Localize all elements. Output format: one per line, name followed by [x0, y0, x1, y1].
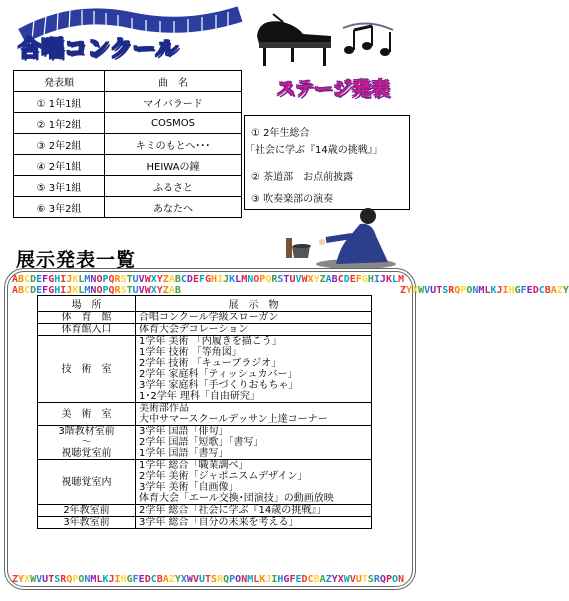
- exhibit-item: 3学年 家庭科「手づくりおもちゃ」: [139, 380, 299, 391]
- border-letter: T: [205, 574, 212, 585]
- border-letter: A: [319, 574, 326, 585]
- border-letter: T: [126, 274, 133, 285]
- place-cell: [38, 426, 136, 460]
- border-letter: C: [337, 274, 344, 285]
- exhibit-item: 1･2学年 理科「自由研究」: [139, 391, 260, 402]
- border-letter: U: [355, 574, 362, 585]
- border-letter: Y: [156, 274, 163, 285]
- place-line: 視聴覚室内: [61, 476, 112, 488]
- place-cell: [38, 312, 136, 324]
- border-letter: Z: [325, 574, 332, 585]
- border-letter: A: [325, 274, 332, 285]
- border-letter: O: [253, 274, 260, 285]
- border-letter: S: [442, 285, 449, 296]
- song-cell: あなたへ: [105, 197, 242, 218]
- border-letter: F: [355, 274, 362, 285]
- exhibit-item: 1学年 総合「職業調べ」: [139, 460, 249, 471]
- alphabet-border-right: [400, 285, 569, 296]
- border-letter: W: [144, 274, 151, 285]
- border-letter: K: [72, 274, 79, 285]
- border-letter: N: [90, 285, 97, 296]
- border-letter: Z: [319, 274, 326, 285]
- table-row: [14, 113, 242, 134]
- border-letter: F: [289, 574, 296, 585]
- border-letter: F: [132, 574, 139, 585]
- border-letter: D: [186, 274, 193, 285]
- border-letter: W: [30, 574, 37, 585]
- song-cell: マイバラード: [105, 92, 242, 113]
- border-letter: M: [247, 574, 254, 585]
- border-letter: M: [478, 285, 485, 296]
- border-letter: R: [373, 574, 380, 585]
- border-letter: Y: [18, 574, 25, 585]
- border-letter: I: [373, 274, 380, 285]
- border-letter: E: [36, 285, 43, 296]
- table-row: [38, 460, 372, 505]
- border-letter: S: [277, 274, 284, 285]
- border-letter: B: [174, 285, 181, 296]
- table-row: [38, 312, 372, 324]
- table-row: [14, 197, 242, 218]
- border-letter: W: [418, 285, 425, 296]
- border-letter: G: [126, 574, 133, 585]
- song-cell: キミのもとへ･･･: [105, 134, 242, 155]
- border-letter: P: [102, 274, 109, 285]
- border-letter: T: [126, 285, 133, 296]
- border-letter: S: [120, 285, 127, 296]
- border-letter: B: [18, 285, 25, 296]
- border-letter: R: [114, 274, 121, 285]
- border-letter: D: [532, 285, 539, 296]
- place-line: 3階教材室前: [58, 426, 115, 437]
- border-letter: K: [259, 574, 266, 585]
- exhibit-item: 2学年 国語「短歌」「書写」: [139, 437, 264, 448]
- place-line: 体育館入口: [61, 324, 112, 335]
- border-letter: J: [496, 285, 503, 296]
- border-letter: Y: [562, 285, 569, 296]
- border-letter: V: [424, 285, 431, 296]
- order-cell: ⑥ 3年2組: [14, 197, 105, 218]
- border-letter: R: [60, 574, 67, 585]
- exhibit-item: 2学年 技術 「キューブラジオ」: [139, 358, 282, 369]
- exhibit-item: 体育大会デコレーション: [139, 324, 249, 335]
- place-line: 技 術 室: [61, 363, 112, 375]
- music-notes-icon: [337, 20, 397, 60]
- border-letter: Z: [162, 274, 169, 285]
- exhibit-item: 大中サマースクールデッサン上達コーナー: [139, 414, 328, 425]
- border-letter: C: [24, 274, 31, 285]
- border-letter: B: [174, 274, 181, 285]
- stage-list: [244, 115, 410, 210]
- border-letter: J: [66, 285, 73, 296]
- border-letter: T: [436, 285, 443, 296]
- exhibit-item: 2学年 美術「ジャポニスムデザイン」: [139, 471, 308, 482]
- exhibit-item: 合唱コンクール学級スローガン: [139, 312, 279, 323]
- border-letter: B: [313, 574, 320, 585]
- border-letter: O: [235, 574, 242, 585]
- header-items: 展 示 物: [136, 296, 372, 312]
- border-letter: Z: [162, 285, 169, 296]
- border-letter: L: [253, 574, 260, 585]
- place-cell: [38, 505, 136, 517]
- items-cell: [136, 517, 372, 529]
- border-letter: C: [24, 285, 31, 296]
- border-letter: I: [114, 574, 121, 585]
- border-letter: P: [259, 274, 266, 285]
- border-letter: C: [150, 574, 157, 585]
- border-letter: P: [102, 285, 109, 296]
- border-letter: G: [48, 274, 55, 285]
- border-letter: E: [526, 285, 533, 296]
- border-letter: U: [430, 285, 437, 296]
- exhibit-item: 2学年 家庭科「ティッシュカバー」: [139, 369, 298, 380]
- border-letter: P: [72, 574, 79, 585]
- border-letter: W: [343, 574, 350, 585]
- border-letter: E: [295, 574, 302, 585]
- border-letter: Z: [400, 285, 407, 296]
- border-letter: E: [349, 274, 356, 285]
- border-letter: Q: [108, 274, 115, 285]
- border-letter: T: [48, 574, 55, 585]
- border-letter: P: [229, 574, 236, 585]
- border-letter: Y: [406, 285, 413, 296]
- table-row: [14, 155, 242, 176]
- border-letter: G: [283, 574, 290, 585]
- border-letter: N: [398, 574, 405, 585]
- border-letter: O: [391, 574, 398, 585]
- border-letter: T: [283, 274, 290, 285]
- border-letter: A: [162, 574, 169, 585]
- border-letter: X: [150, 274, 157, 285]
- border-letter: A: [168, 285, 175, 296]
- border-letter: R: [271, 274, 278, 285]
- border-letter: K: [385, 274, 392, 285]
- border-letter: G: [361, 274, 368, 285]
- border-letter: C: [307, 574, 314, 585]
- border-letter: E: [192, 274, 199, 285]
- border-letter: Y: [174, 574, 181, 585]
- border-letter: A: [12, 274, 19, 285]
- border-letter: D: [144, 574, 151, 585]
- border-letter: S: [211, 574, 218, 585]
- place-cell: [38, 324, 136, 336]
- order-cell: ④ 2年1組: [14, 155, 105, 176]
- border-letter: Y: [313, 274, 320, 285]
- order-cell: ⑤ 3年1組: [14, 176, 105, 197]
- exhibit-item: 2学年 総合「社会に学ぶ『14歳の挑戦』」: [139, 505, 327, 516]
- border-letter: U: [289, 274, 296, 285]
- border-letter: M: [241, 274, 248, 285]
- border-letter: T: [361, 574, 368, 585]
- border-letter: N: [90, 274, 97, 285]
- exhibit-item: 3学年 国語「俳句」: [139, 426, 229, 437]
- border-letter: U: [198, 574, 205, 585]
- order-cell: ② 1年2組: [14, 113, 105, 134]
- border-letter: K: [102, 574, 109, 585]
- border-letter: W: [301, 274, 308, 285]
- place-cell: [38, 460, 136, 505]
- border-letter: H: [120, 574, 127, 585]
- border-letter: L: [484, 285, 491, 296]
- border-letter: V: [295, 274, 302, 285]
- border-letter: K: [72, 285, 79, 296]
- border-letter: D: [301, 574, 308, 585]
- border-letter: S: [367, 574, 374, 585]
- items-cell: [136, 460, 372, 505]
- items-cell: [136, 403, 372, 426]
- header-place: 場 所: [38, 296, 136, 312]
- border-letter: L: [235, 274, 242, 285]
- border-letter: I: [60, 285, 67, 296]
- border-letter: V: [138, 274, 145, 285]
- border-letter: G: [205, 274, 212, 285]
- exhibit-item: 1学年 技術 「等角図」: [139, 347, 242, 358]
- place-line: 体 育 館: [61, 312, 112, 323]
- border-letter: M: [84, 274, 91, 285]
- border-letter: S: [54, 574, 61, 585]
- table-row: [38, 403, 372, 426]
- border-letter: B: [18, 274, 25, 285]
- border-letter: E: [138, 574, 145, 585]
- border-letter: X: [180, 574, 187, 585]
- place-line: 視聴覚室前: [61, 448, 112, 459]
- border-letter: N: [84, 574, 91, 585]
- border-letter: Z: [168, 574, 175, 585]
- border-letter: Y: [156, 285, 163, 296]
- border-letter: N: [241, 574, 248, 585]
- border-letter: X: [24, 574, 31, 585]
- border-letter: F: [42, 285, 49, 296]
- border-letter: U: [132, 285, 139, 296]
- place-line: 3年教室前: [63, 517, 110, 528]
- border-letter: D: [30, 274, 37, 285]
- border-letter: I: [271, 574, 278, 585]
- song-cell: COSMOS: [105, 113, 242, 134]
- border-letter: K: [490, 285, 497, 296]
- border-letter: B: [156, 574, 163, 585]
- border-letter: Q: [66, 574, 73, 585]
- exhibit-item: 1学年 美術 「内履きを描こう」: [139, 336, 282, 347]
- place-line: ～: [81, 437, 92, 448]
- border-letter: Z: [12, 574, 19, 585]
- program-table: [13, 70, 242, 218]
- border-letter: A: [550, 285, 557, 296]
- border-letter: I: [60, 274, 67, 285]
- border-letter: I: [502, 285, 509, 296]
- song-cell: ふるさと: [105, 176, 242, 197]
- border-letter: G: [514, 285, 521, 296]
- border-letter: Q: [108, 285, 115, 296]
- border-letter: L: [96, 574, 103, 585]
- border-letter: O: [466, 285, 473, 296]
- border-letter: H: [54, 285, 61, 296]
- border-letter: O: [96, 274, 103, 285]
- border-letter: Q: [379, 574, 386, 585]
- tea-ceremony-figure: [276, 206, 400, 270]
- border-letter: A: [12, 285, 19, 296]
- border-letter: A: [168, 274, 175, 285]
- border-letter: K: [229, 274, 236, 285]
- border-letter: H: [367, 274, 374, 285]
- border-letter: N: [472, 285, 479, 296]
- items-cell: [136, 505, 372, 517]
- border-letter: F: [520, 285, 527, 296]
- border-letter: C: [180, 274, 187, 285]
- table-row: [38, 517, 372, 529]
- place-line: 2年教室前: [63, 505, 110, 516]
- table-row: [38, 505, 372, 517]
- border-letter: D: [343, 274, 350, 285]
- stage-heading: ステージ発表: [276, 78, 390, 100]
- table-row: [14, 176, 242, 197]
- border-letter: O: [96, 285, 103, 296]
- border-letter: D: [30, 285, 37, 296]
- border-letter: H: [508, 285, 515, 296]
- border-letter: W: [144, 285, 151, 296]
- border-letter: M: [398, 274, 405, 285]
- table-row: [38, 336, 372, 403]
- stage-item: 「社会に学ぶ『14歳の挑戦』」: [245, 145, 383, 156]
- border-letter: F: [42, 274, 49, 285]
- alphabet-border-left: [12, 285, 181, 296]
- border-letter: J: [108, 574, 115, 585]
- border-letter: Y: [331, 574, 338, 585]
- border-letter: F: [198, 274, 205, 285]
- border-letter: P: [460, 285, 467, 296]
- header-order: 発表順: [14, 71, 105, 92]
- border-letter: H: [54, 274, 61, 285]
- border-letter: M: [84, 285, 91, 296]
- place-line: 美 術 室: [61, 408, 112, 420]
- exhibit-heading: 展示発表一覧: [16, 249, 137, 271]
- table-row: [38, 324, 372, 336]
- border-letter: L: [78, 274, 85, 285]
- border-letter: G: [48, 285, 55, 296]
- place-cell: [38, 336, 136, 403]
- stage-item: ① 2年生総合: [251, 128, 310, 139]
- border-letter: X: [150, 285, 157, 296]
- border-letter: J: [265, 574, 272, 585]
- border-letter: H: [277, 574, 284, 585]
- order-cell: ③ 2年2組: [14, 134, 105, 155]
- border-letter: Q: [223, 574, 230, 585]
- stage-item: ② 茶道部 お点前披露: [251, 172, 354, 183]
- border-letter: E: [36, 274, 43, 285]
- items-cell: [136, 336, 372, 403]
- border-letter: X: [412, 285, 419, 296]
- border-letter: J: [223, 274, 230, 285]
- border-letter: V: [138, 285, 145, 296]
- table-row: [14, 134, 242, 155]
- items-cell: [136, 426, 372, 460]
- border-letter: J: [66, 274, 73, 285]
- alphabet-border-top: [12, 274, 404, 285]
- border-letter: V: [36, 574, 43, 585]
- piano-icon: [253, 16, 335, 70]
- border-letter: L: [391, 274, 398, 285]
- place-cell: [38, 403, 136, 426]
- header-song: 曲 名: [105, 71, 242, 92]
- border-letter: I: [217, 274, 224, 285]
- border-letter: V: [192, 574, 199, 585]
- border-letter: C: [538, 285, 545, 296]
- border-letter: B: [544, 285, 551, 296]
- border-letter: R: [114, 285, 121, 296]
- border-letter: X: [337, 574, 344, 585]
- page-title: 合唱コンクール: [18, 36, 179, 62]
- table-row: [38, 426, 372, 460]
- border-letter: S: [120, 274, 127, 285]
- stage-item: ③ 吹奏楽部の演奏: [251, 194, 334, 205]
- border-letter: V: [349, 574, 356, 585]
- order-cell: ① 1年1組: [14, 92, 105, 113]
- border-letter: P: [385, 574, 392, 585]
- border-letter: R: [448, 285, 455, 296]
- exhibit-item: 3学年 美術「自画像」: [139, 482, 239, 493]
- border-letter: J: [379, 274, 386, 285]
- exhibit-item: 3学年 総合「自分の未来を考える」: [139, 517, 299, 528]
- border-letter: M: [90, 574, 97, 585]
- border-letter: W: [186, 574, 193, 585]
- table-row: [14, 92, 242, 113]
- exhibit-item: 美術部作品: [139, 403, 189, 414]
- border-letter: L: [78, 285, 85, 296]
- border-letter: U: [42, 574, 49, 585]
- place-cell: [38, 517, 136, 529]
- border-letter: B: [331, 274, 338, 285]
- exhibit-item: 体育大会「エール交換･団演技」の動画放映: [139, 493, 334, 504]
- border-letter: O: [78, 574, 85, 585]
- items-cell: [136, 312, 372, 324]
- alphabet-border-bottom: [12, 574, 404, 585]
- border-letter: Q: [454, 285, 461, 296]
- border-letter: U: [132, 274, 139, 285]
- exhibit-table: [37, 295, 372, 529]
- song-cell: HEIWAの鐘: [105, 155, 242, 176]
- border-letter: R: [217, 574, 224, 585]
- border-letter: H: [211, 274, 218, 285]
- border-letter: Q: [265, 274, 272, 285]
- exhibit-item: 1学年 国語「書写」: [139, 448, 229, 459]
- border-letter: Z: [556, 285, 563, 296]
- items-cell: [136, 324, 372, 336]
- border-letter: X: [307, 274, 314, 285]
- border-letter: N: [247, 274, 254, 285]
